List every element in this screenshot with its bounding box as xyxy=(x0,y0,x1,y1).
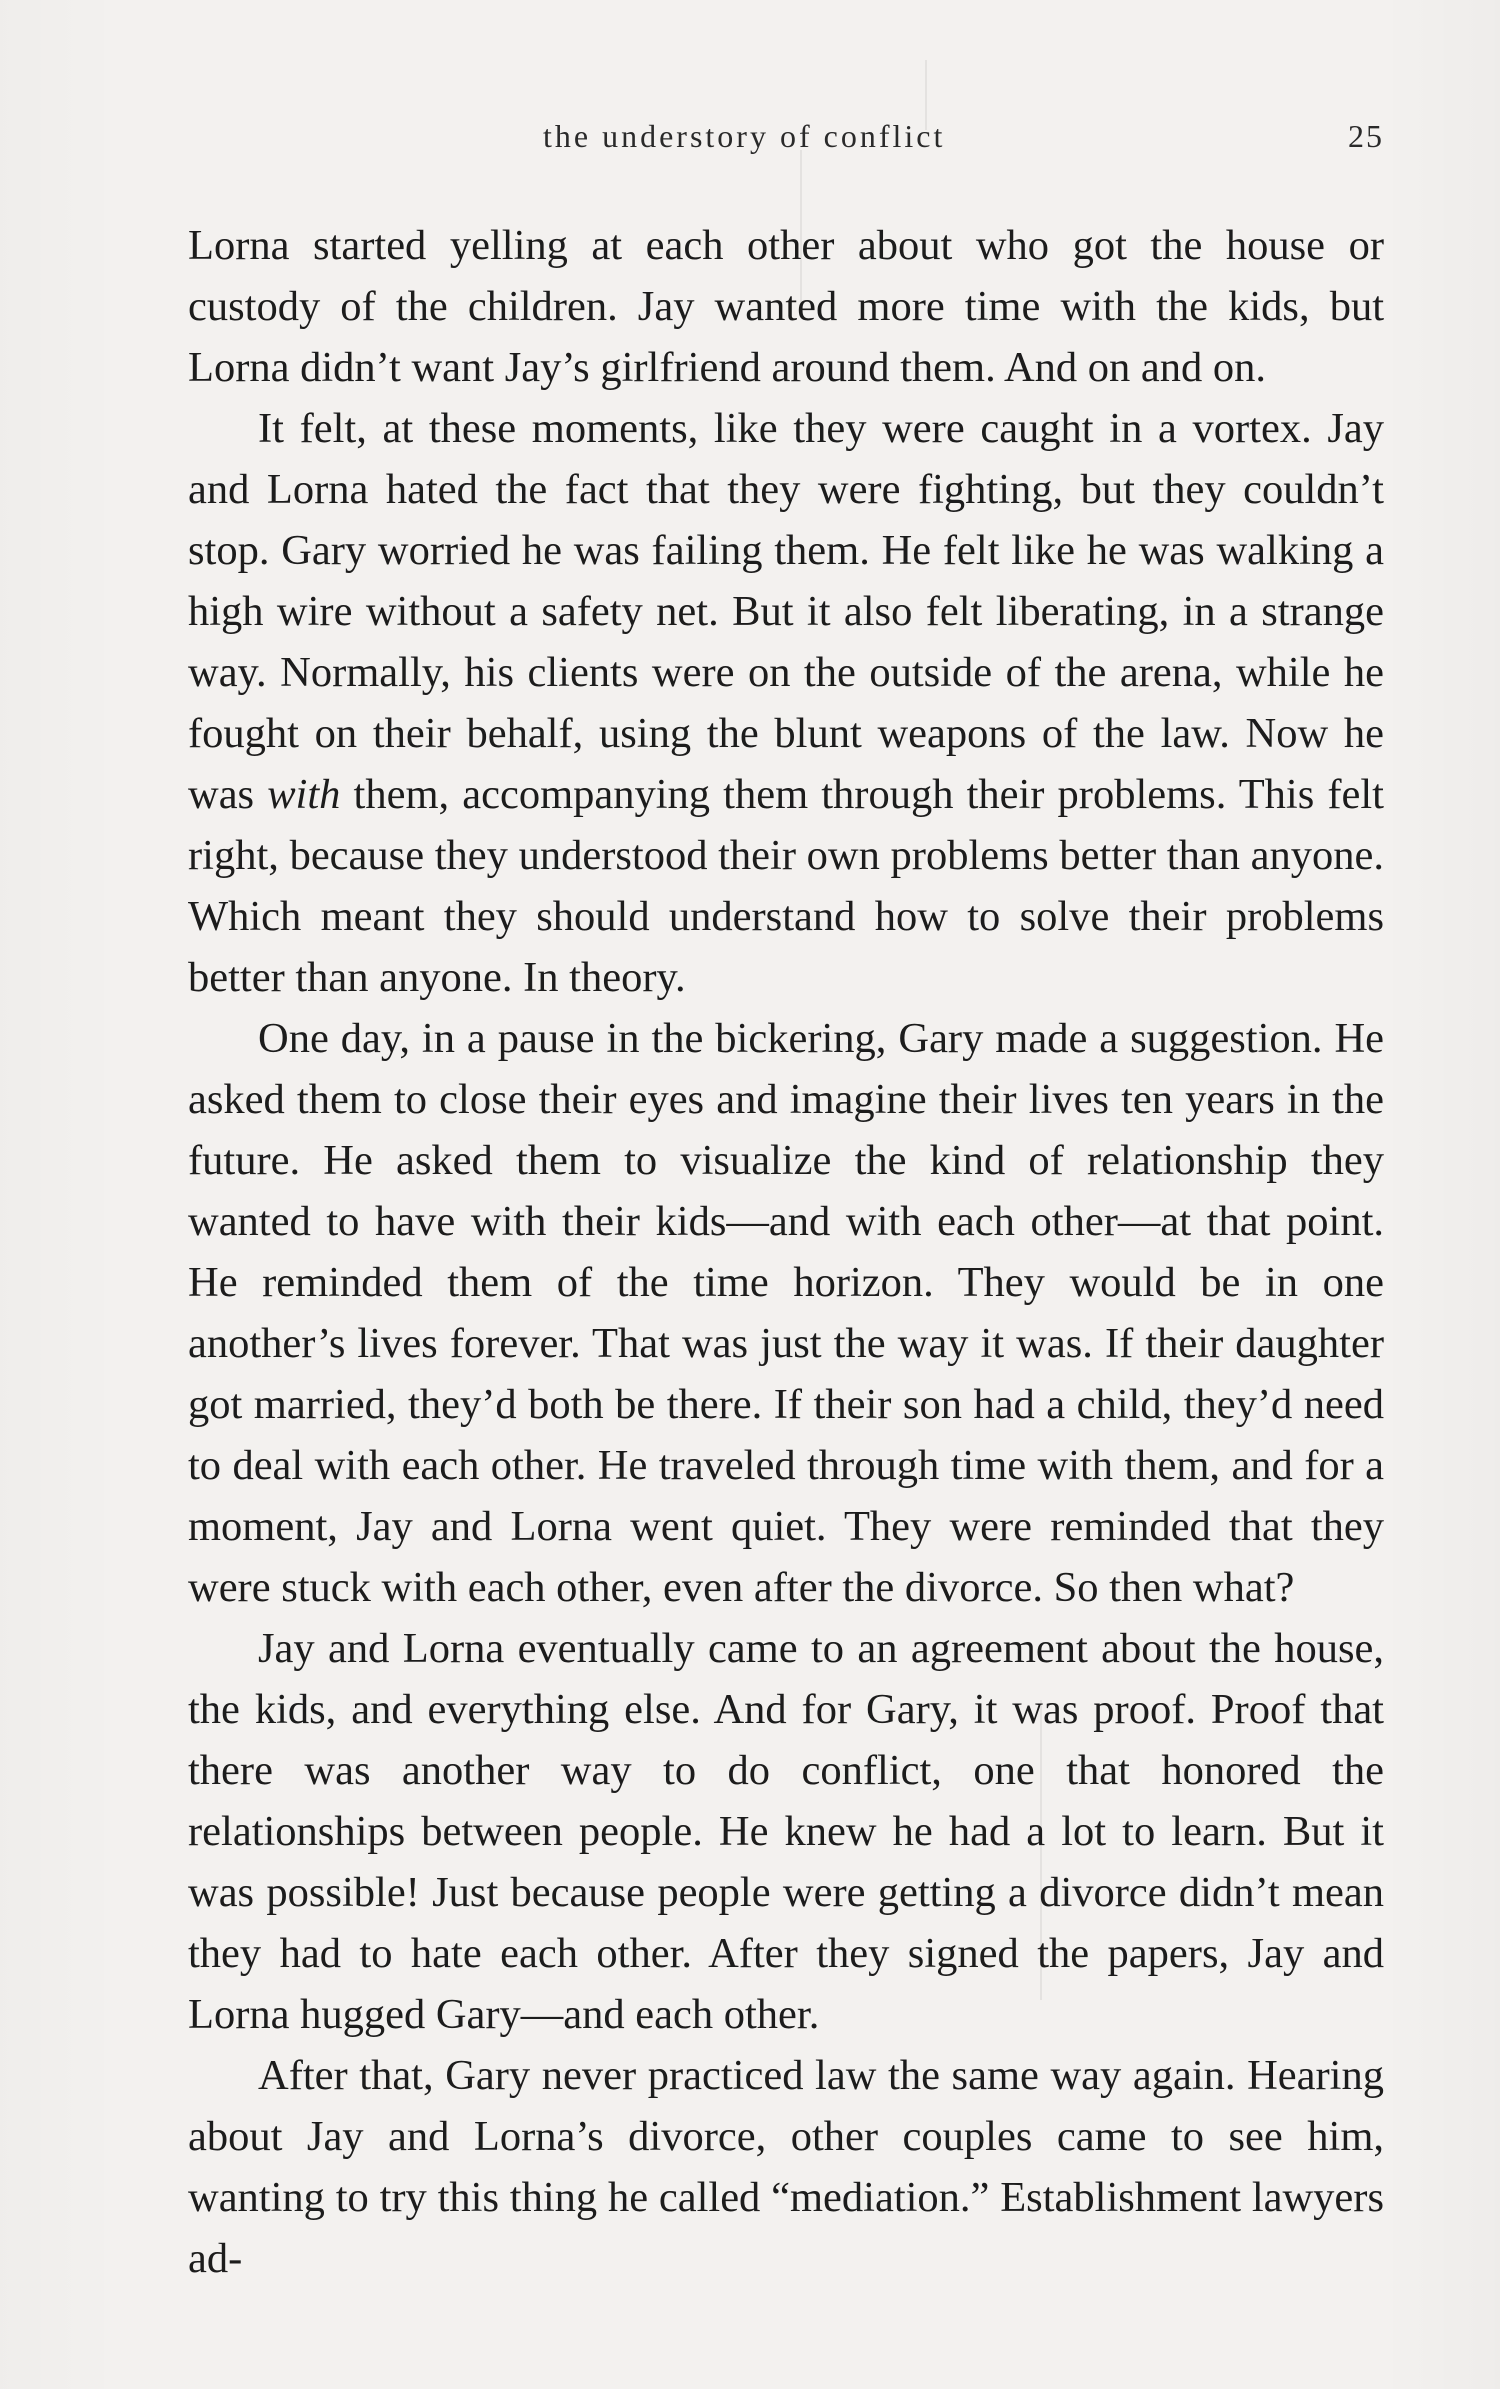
paragraph-text: It felt, at these moments, like they were caught in a vortex. Jay and Lorna hated the fact that they were fighting, but they couldn’t stop. Gary worried he was failing them. He felt like he was walking a high wire without a safety net. But it also felt liberating, in a strange way. Normally, his clients were on the outside of the arena, while he fought on their behalf, using the blunt weapons of the law. Now he was xyxy=(188,405,1384,818)
paragraph-text: them, accompanying them through their problems. This felt right, because they understood their own problems better than anyone. Which meant they should understand how to solve their problems better than anyone. In theory. xyxy=(188,771,1384,1001)
page-header xyxy=(188,118,1384,158)
emphasis-text: with xyxy=(267,771,341,818)
page-number: 25 xyxy=(1348,118,1384,154)
paragraph: Jay and Lorna eventually came to an agreement about the house, the kids, and everything else. And for Gary, it was proof. Proof that there was another way to do conflict, one that honored the relationships between people. He knew he had a lot to learn. But it was possible! Just because people were getting a divorce didn’t mean they had to hate each other. After they signed the papers, Jay and Lorna hugged Gary—and each other. xyxy=(188,1625,1384,2038)
running-head: the understory of conflict xyxy=(543,118,946,154)
paragraph: After that, Gary never practiced law the same way again. Hearing about Jay and Lorna’s divorce, other couples came to see him, wanting to try this thing he called “mediation.” Establishment lawyers ad- xyxy=(188,2052,1384,2282)
body-text xyxy=(188,215,1384,2289)
paragraph: Lorna started yelling at each other about who got the house or custody of the children. Jay wanted more time with the kids, but Lorna didn’t want Jay’s girlfriend around them. And on and on. xyxy=(188,222,1384,391)
paragraph xyxy=(188,398,1384,1008)
paragraph: One day, in a pause in the bickering, Gary made a suggestion. He asked them to close their eyes and imagine their lives ten years in the future. He asked them to visualize the kind of relationship they wanted to have with their kids—and with each other—at that point. He reminded them of the time horizon. They would be in one another’s lives forever. That was just the way it was. If their daughter got married, they’d both be there. If their son had a child, they’d need to deal with each other. He traveled through time with them, and for a moment, Jay and Lorna went quiet. They were reminded that they were stuck with each other, even after the divorce. So then what? xyxy=(188,1015,1384,1611)
